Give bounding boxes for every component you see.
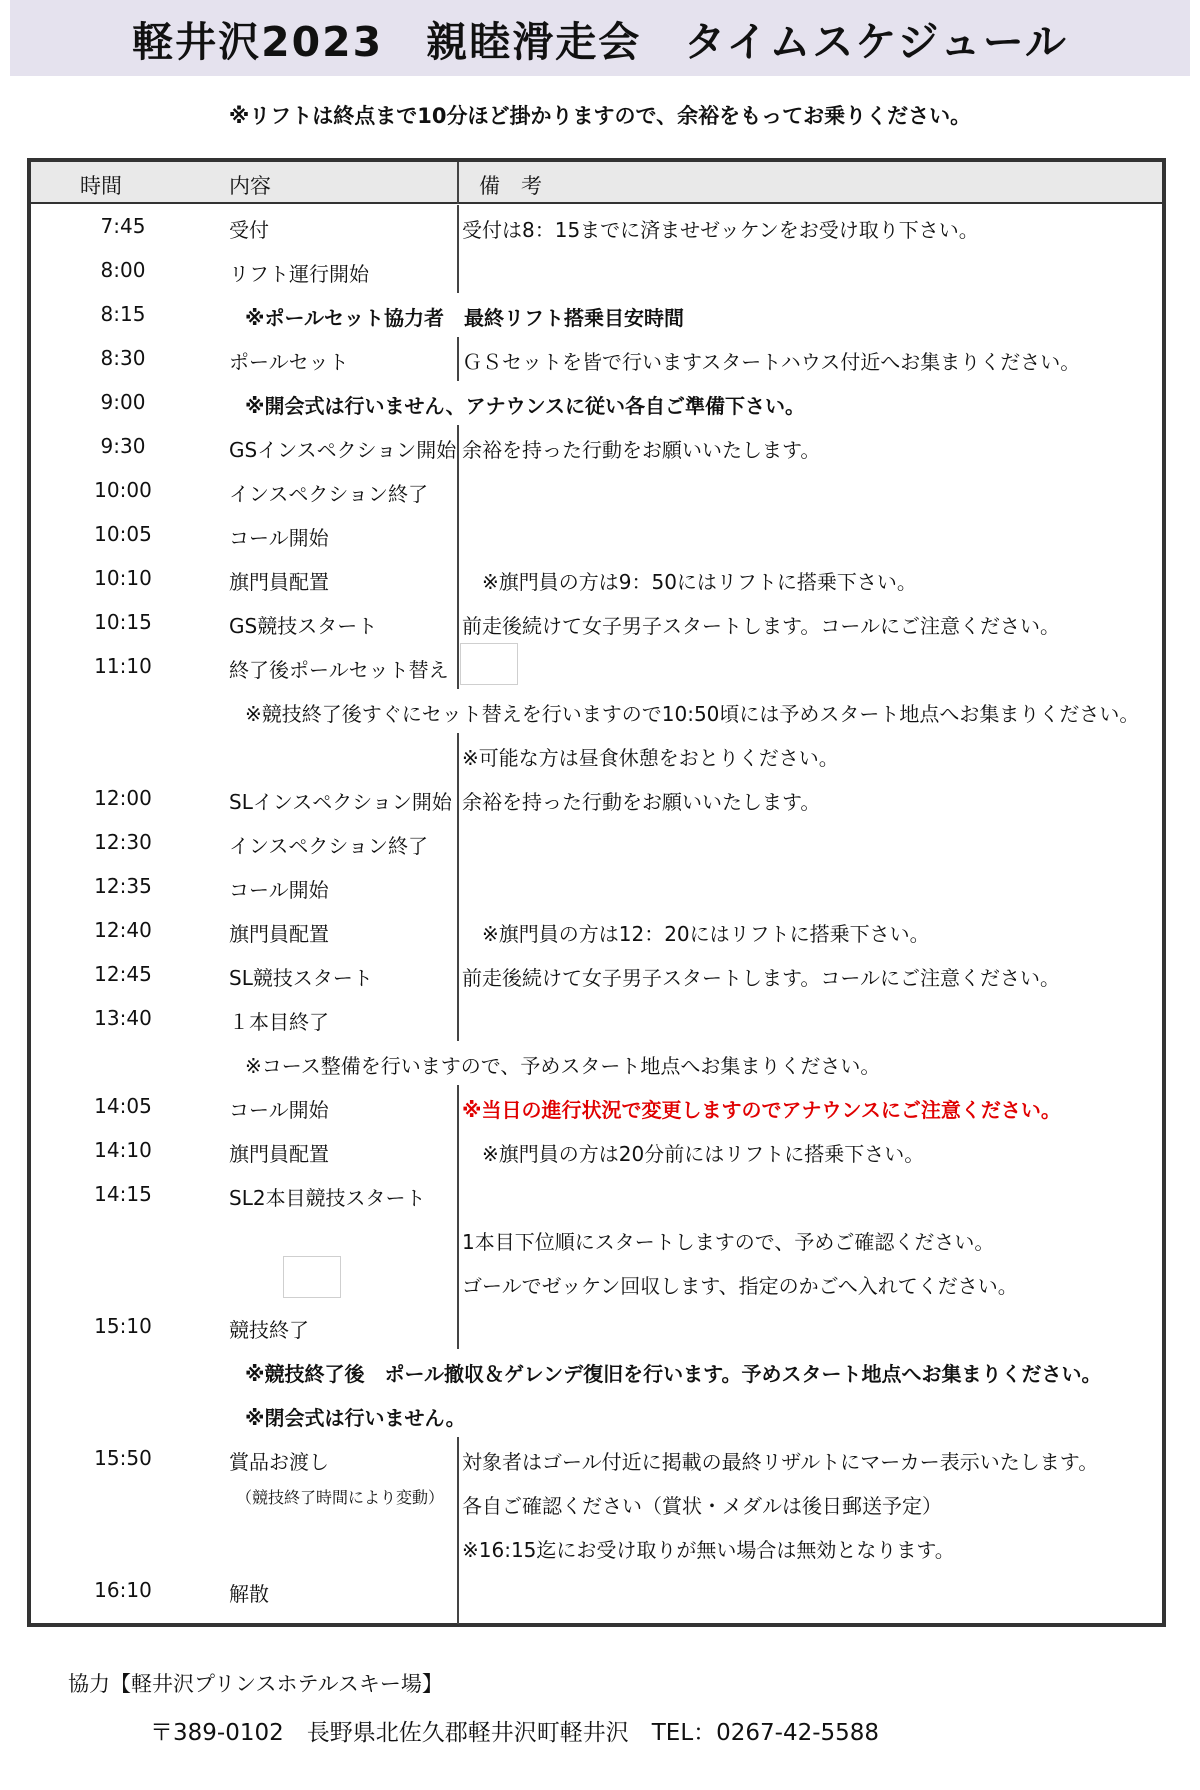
table-row	[0, 1393, 1200, 1437]
row-time: 14:15	[94, 1182, 152, 1206]
row-note: ＧＳセットを皆で行いますスタートハウス付近へお集まりください。	[462, 350, 1081, 374]
row-item: ポールセット	[229, 350, 349, 374]
row-time: 12:35	[94, 874, 152, 898]
row-item: GSインスペクション開始	[229, 438, 457, 462]
address-line: 〒389-0102 長野県北佐久郡軽井沢町軽井沢 TEL：0267-42-5588	[150, 1720, 880, 1746]
table-row	[0, 425, 1200, 469]
table-row	[0, 689, 1200, 733]
row-item: インスペクション終了	[229, 482, 428, 506]
row-time: 7:45	[100, 214, 146, 238]
table-row	[0, 513, 1200, 557]
table-row	[0, 865, 1200, 909]
row-time: 10:00	[94, 478, 152, 502]
row-time: 9:30	[100, 434, 146, 458]
row-item-subnote: （競技終了時間により変動）	[236, 1488, 445, 1507]
row-span-note: ※競技終了後 ポール撤収＆ゲレンデ復旧を行います。予めスタート地点へお集まりください。	[245, 1362, 1102, 1386]
column-divider	[457, 162, 459, 204]
column-divider	[457, 425, 459, 689]
table-header	[31, 162, 1162, 204]
table-row	[0, 557, 1200, 601]
row-span-note: ※閉会式は行いません。	[245, 1406, 466, 1430]
cooperation-credit: 協力【軽井沢プリンスホテルスキー場】	[68, 1672, 443, 1696]
row-note: 余裕を持った行動をお願いいたします。	[462, 790, 821, 814]
row-time: 14:10	[94, 1138, 152, 1162]
row-time: 9:00	[100, 390, 146, 414]
table-row	[0, 777, 1200, 821]
table-row	[0, 1481, 1200, 1525]
row-item: 旗門員配置	[229, 922, 329, 946]
table-row	[0, 1041, 1200, 1085]
row-time: 12:45	[94, 962, 152, 986]
row-time: 14:05	[94, 1094, 152, 1118]
table-row	[0, 1085, 1200, 1129]
row-note: 余裕を持った行動をお願いいたします。	[462, 438, 821, 462]
table-row	[0, 1437, 1200, 1481]
blank-cell-box	[460, 643, 518, 685]
row-item: 賞品お渡し	[229, 1450, 329, 1474]
row-note: 受付は8：15までに済ませゼッケンをお受け取り下さい。	[462, 218, 979, 242]
table-row	[0, 1525, 1200, 1569]
row-item: GS競技スタート	[229, 614, 378, 638]
alert-note: ※当日の進行状況で変更しますのでアナウンスにご注意ください。	[462, 1098, 1061, 1122]
row-item: コール開始	[229, 526, 329, 550]
row-span-note: ※競技終了後すぐにセット替えを行いますので10:50頃には予めスタート地点へお集まりください。	[245, 702, 1140, 726]
table-row	[0, 1569, 1200, 1613]
row-item: 解散	[229, 1582, 269, 1606]
header-time: 時間	[80, 174, 122, 198]
table-row	[0, 645, 1200, 689]
table-row	[0, 733, 1200, 777]
row-time: 10:05	[94, 522, 152, 546]
row-item: SL2本目競技スタート	[229, 1186, 426, 1210]
column-divider	[457, 1085, 459, 1349]
blank-cell-box	[283, 1256, 341, 1298]
row-item: 旗門員配置	[229, 570, 329, 594]
table-row	[0, 909, 1200, 953]
row-time: 12:30	[94, 830, 152, 854]
table-row	[0, 953, 1200, 997]
row-time: 12:00	[94, 786, 152, 810]
row-span-note: ※ポールセット協力者 最終リフト搭乗目安時間	[245, 306, 685, 330]
row-item: 競技終了	[229, 1318, 309, 1342]
row-note: ※16:15迄にお受け取りが無い場合は無効となります。	[462, 1538, 955, 1562]
row-time: 16:10	[94, 1578, 152, 1602]
row-time: 13:40	[94, 1006, 152, 1030]
header-note: 備 考	[479, 174, 542, 198]
row-item: SLインスペクション開始	[229, 790, 452, 814]
row-time: 8:00	[100, 258, 146, 282]
table-row	[0, 1173, 1200, 1217]
row-time: 15:50	[94, 1446, 152, 1470]
row-item: 受付	[229, 218, 269, 242]
row-item: 終了後ポールセット替え	[229, 658, 449, 682]
row-span-note: ※コース整備を行いますので、予めスタート地点へお集まりください。	[245, 1054, 881, 1078]
table-row	[0, 205, 1200, 249]
row-item: コール開始	[229, 878, 329, 902]
table-row	[0, 249, 1200, 293]
row-note: ゴールでゼッケン回収します、指定のかごへ入れてください。	[462, 1274, 1018, 1298]
row-item: コール開始	[229, 1098, 329, 1122]
table-row	[0, 1129, 1200, 1173]
row-note: 前走後続けて女子男子スタートします。コールにご注意ください。	[462, 614, 1060, 638]
row-time: 11:10	[94, 654, 152, 678]
column-divider	[457, 205, 459, 293]
column-divider	[457, 1437, 459, 1624]
table-row	[0, 381, 1200, 425]
row-note: 1本目下位順にスタートしますので、予めご確認ください。	[462, 1230, 995, 1254]
lift-notice: ※リフトは終点まで10分ほど掛かりますので、余裕をもってお乗りください。	[228, 104, 972, 128]
row-item: 旗門員配置	[229, 1142, 329, 1166]
page-title: 軽井沢2023 親睦滑走会 タイムスケジュール	[10, 0, 1190, 76]
row-time: 12:40	[94, 918, 152, 942]
table-row	[0, 469, 1200, 513]
row-note: 各自ご確認ください（賞状・メダルは後日郵送予定）	[462, 1494, 942, 1518]
row-item: SL競技スタート	[229, 966, 373, 990]
table-row	[0, 1305, 1200, 1349]
row-note: ※旗門員の方は9：50にはリフトに搭乗下さい。	[462, 570, 917, 594]
table-row	[0, 821, 1200, 865]
table-row	[0, 337, 1200, 381]
row-item: インスペクション終了	[229, 834, 428, 858]
table-row	[0, 1349, 1200, 1393]
row-time: 10:15	[94, 610, 152, 634]
row-item: リフト運行開始	[229, 262, 369, 286]
table-row	[0, 601, 1200, 645]
table-row	[0, 293, 1200, 337]
row-note: 前走後続けて女子男子スタートします。コールにご注意ください。	[462, 966, 1060, 990]
row-time: 8:30	[100, 346, 146, 370]
row-note: ※旗門員の方は20分前にはリフトに搭乗下さい。	[462, 1142, 925, 1166]
table-row	[0, 997, 1200, 1041]
row-span-note: ※開会式は行いません、アナウンスに従い各自ご準備下さい。	[245, 394, 806, 418]
row-time: 10:10	[94, 566, 152, 590]
row-note: 対象者はゴール付近に掲載の最終リザルトにマーカー表示いたします。	[462, 1450, 1099, 1474]
column-divider	[457, 337, 459, 381]
row-note: ※旗門員の方は12：20にはリフトに搭乗下さい。	[462, 922, 930, 946]
row-time: 8:15	[100, 302, 146, 326]
table-row	[0, 1261, 1200, 1305]
column-divider	[457, 733, 459, 1041]
table-row	[0, 1217, 1200, 1261]
row-note: ※可能な方は昼食休憩をおとりください。	[462, 746, 839, 770]
header-content: 内容	[229, 174, 271, 198]
row-item: １本目終了	[229, 1010, 329, 1034]
row-time: 15:10	[94, 1314, 152, 1338]
